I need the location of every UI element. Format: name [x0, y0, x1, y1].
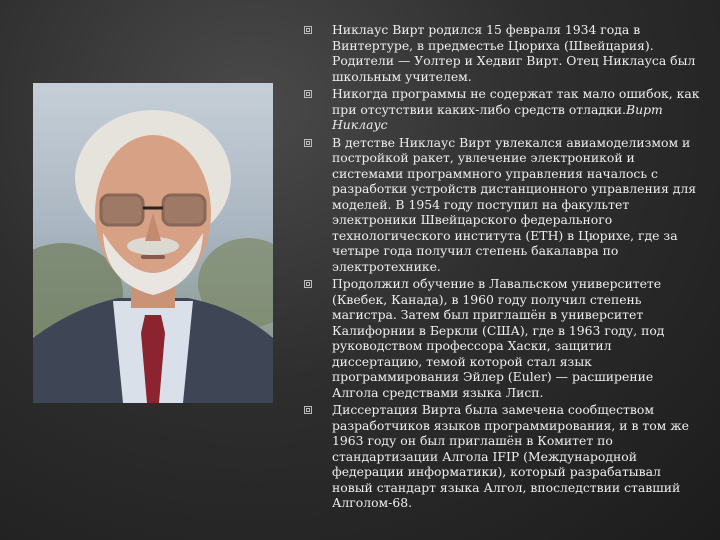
bullet-item — [300, 86, 700, 133]
bullet-item — [300, 276, 700, 400]
bullet-text: Диссертация Вирта была замечена сообществом разработчиков языков программирования, и в том же 1963 году он был приглашён в Комитет по стандартизации Алгола IFIP (Международной федерации информатики), который разрабатывал новый стандарт языка Алгол, впоследствии ставший Алголом-68. — [332, 402, 689, 510]
bullet-text: В детстве Никлаус Вирт увлекался авиамоделизмом и постройкой ракет, увлечение электроникой и системами программного управления началось с разработки устройств дистанционного управления для моделей. В 1954 году поступил на факультет электроники Швейцарского федерального технологического института (ETH) в Цюрихе, где за четыре года получил степень бакалавра по электротехнике. — [332, 134, 697, 274]
bullet-text: Никлаус Вирт родился 15 февраля 1934 года в Винтертуре, в предместье Цюриха (Швейцария). Родители — Уолтер и Хедвиг Вирт. Отец Никлауса был школьным учителем. — [332, 22, 696, 84]
square-bullet-icon — [304, 26, 312, 34]
square-bullet-icon — [304, 280, 312, 288]
portrait-illustration — [33, 83, 273, 403]
quote-author: Вирт Никлаус — [332, 101, 663, 132]
square-bullet-icon — [304, 139, 312, 147]
bullet-item — [300, 22, 700, 84]
portrait-photo — [33, 83, 273, 403]
bullet-item — [300, 402, 700, 511]
bullet-list — [300, 22, 700, 511]
square-bullet-icon — [304, 406, 312, 414]
square-bullet-icon — [304, 90, 312, 98]
bullet-text: Никогда программы не содержат так мало ошибок, как при отсутствии каких-либо средств отладки. — [332, 86, 700, 117]
bullet-item — [300, 135, 700, 275]
bullet-text: Продолжил обучение в Лавальском университете (Квебек, Канада), в 1960 году получил степень магистра. Затем был приглашён в университет Калифорнии в Беркли (США), где в 1963 году, под руководством профессора Хаски, защитил диссертацию, темой которой стал язык программирования Эйлер (Euler) — расширение Алгола средствами языка Лисп. — [332, 276, 665, 400]
